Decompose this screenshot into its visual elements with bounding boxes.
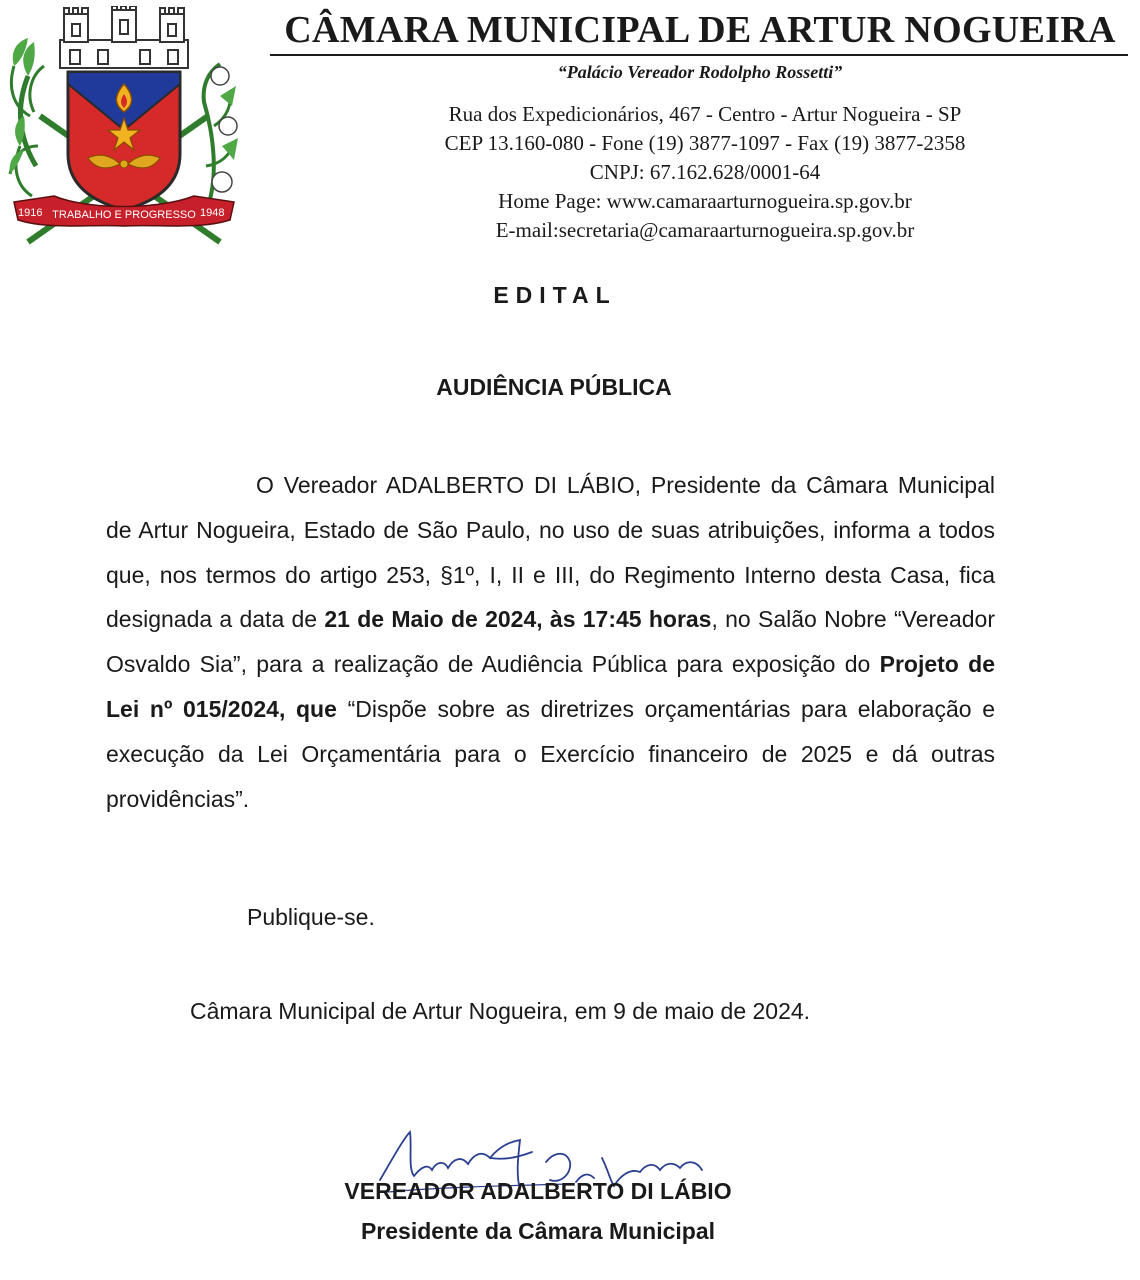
signatory-name: VEREADOR ADALBERTO DI LÁBIO: [344, 1178, 732, 1204]
contact-block: [380, 100, 1030, 245]
palace-name: “Palácio Vereador Rodolpho Rossetti”: [557, 62, 843, 82]
title-underline: [270, 54, 1128, 56]
paragraph-segment: , no Salão Nobre “Vereador Osvaldo Sia”, para a realização de Audiência Pública para exposição do: [106, 606, 995, 678]
address-line: Rua dos Expedicionários, 467 - Centro - Artur Nogueira - SP: [448, 102, 962, 126]
paragraph-segment-date: 21 de Maio de 2024, às 17:45 horas: [324, 606, 712, 633]
paragraph-segment-bill: Projeto de Lei nº 015/2024, que: [106, 651, 995, 722]
document-subheading: AUDIÊNCIA PÚBLICA: [436, 374, 672, 400]
cotton-plant-icon: [204, 64, 238, 206]
institution-title: CÂMARA MUNICIPAL DE ARTUR NOGUEIRA: [284, 9, 1116, 51]
signatory-role: Presidente da Câmara Municipal: [360, 1218, 716, 1244]
shield-icon: [68, 72, 180, 210]
svg-text:1948: 1948: [200, 207, 225, 219]
email-line: E-mail:secretaria@camaraarturnogueira.sp.gov.br: [495, 218, 915, 242]
paragraph-segment: “Dispõe sobre as diretrizes orçamentárias para elaboração e execução da Lei Orçamentária para o Exercício financeiro de 2025 e dá outras providências”.: [106, 695, 995, 812]
mural-crown-icon: [60, 6, 188, 68]
cnpj-line: CNPJ: 67.162.628/0001-64: [589, 160, 821, 184]
svg-text:TRABALHO E PROGRESSO: TRABALHO E PROGRESSO: [52, 209, 196, 221]
phone-fax-line: CEP 13.160-080 - Fone (19) 3877-1097 - Fax (19) 3877-2358: [444, 131, 966, 155]
document-heading: EDITAL: [493, 282, 617, 308]
svg-text:1916: 1916: [18, 207, 43, 219]
homepage-line: Home Page: www.camaraarturnogueira.sp.gov.br: [498, 189, 912, 213]
paragraph-segment: O Vereador ADALBERTO DI LÁBIO, Presidente da Câmara Municipal de Artur Nogueira, Estado de São Paulo, no uso de suas atribuições, informa a todos que, nos termos do artigo 253, §1º, I, II e III, do Regimento Interno desta Casa, fica designada a data de: [106, 472, 995, 633]
publication-order: Publique-se.: [247, 904, 375, 930]
place-and-date: Câmara Municipal de Artur Nogueira, em 9 de maio de 2024.: [190, 998, 811, 1024]
municipal-coat-of-arms-logo: [8, 6, 240, 250]
notice-paragraph: [106, 463, 995, 821]
